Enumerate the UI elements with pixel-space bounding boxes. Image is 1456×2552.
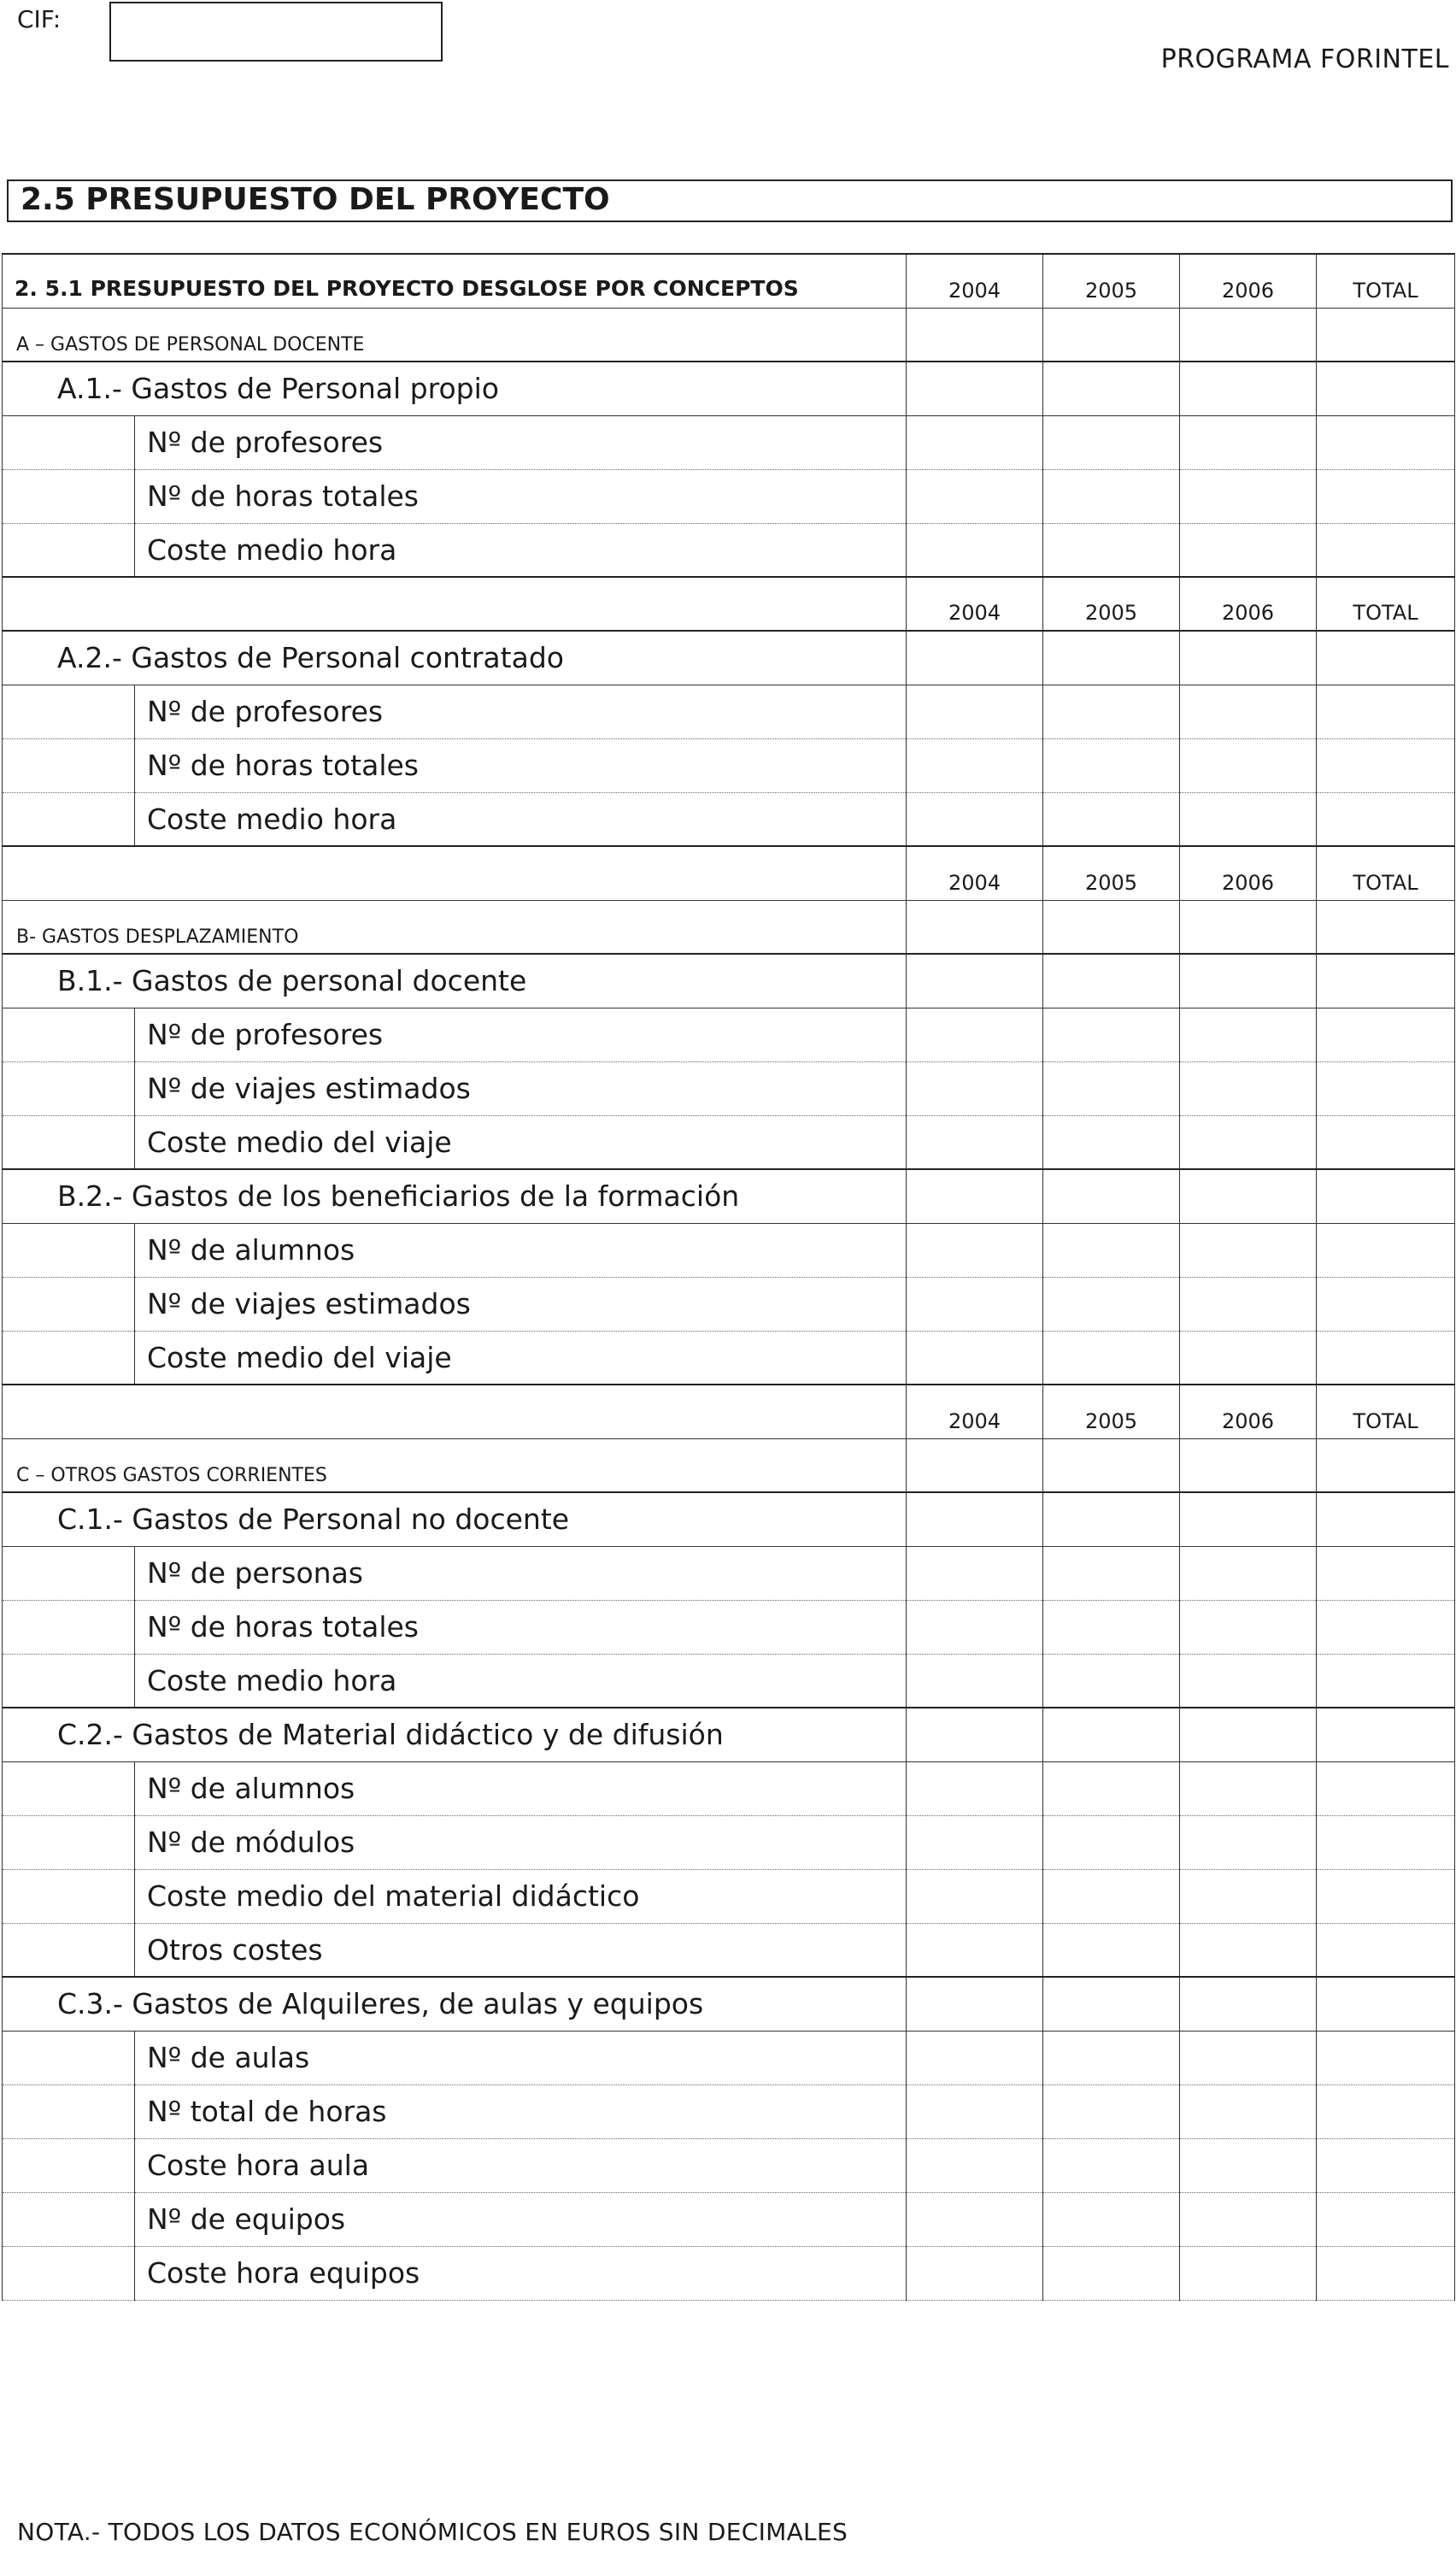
sub-label: Nº de profesores <box>135 415 907 469</box>
sub-value-2004[interactable] <box>907 2031 1043 2085</box>
sub-value-2006[interactable] <box>1180 792 1317 846</box>
sub-indent <box>3 1223 135 1277</box>
year-header-2004: 2004 <box>907 1385 1043 1438</box>
sub-value-total[interactable] <box>1317 2138 1455 2192</box>
sub-value-2004[interactable] <box>907 738 1043 792</box>
sub-value-2004[interactable] <box>907 2246 1043 2300</box>
sub-value-2006[interactable] <box>1180 1869 1317 1923</box>
sub-value-2004[interactable] <box>907 1600 1043 1654</box>
item-value-2005[interactable] <box>1043 362 1180 415</box>
sub-row <box>3 1277 1455 1331</box>
item-row <box>3 954 1455 1008</box>
year-header-2004: 2004 <box>907 254 1043 308</box>
year-header-2005: 2005 <box>1043 254 1180 308</box>
sub-value-2006[interactable] <box>1180 1115 1317 1169</box>
section-value-2004[interactable] <box>907 900 1043 954</box>
item-row <box>3 1708 1455 1761</box>
sub-value-2004[interactable] <box>907 415 1043 469</box>
sub-indent <box>3 2246 135 2300</box>
sub-value-total[interactable] <box>1317 2192 1455 2246</box>
item-value-2006[interactable] <box>1180 1708 1317 1761</box>
sub-value-total[interactable] <box>1317 1654 1455 1708</box>
sub-value-total[interactable] <box>1317 1061 1455 1115</box>
sub-row <box>3 523 1455 577</box>
sub-value-2006[interactable] <box>1180 685 1317 738</box>
sub-row <box>3 2138 1455 2192</box>
year-header-2005: 2005 <box>1043 846 1180 900</box>
sub-value-total[interactable] <box>1317 1008 1455 1061</box>
sub-indent <box>3 685 135 738</box>
sub-value-2005[interactable] <box>1043 2085 1180 2138</box>
sub-value-2004[interactable] <box>907 1223 1043 1277</box>
sub-value-2006[interactable] <box>1180 1223 1317 1277</box>
year-header-total: TOTAL <box>1317 846 1455 900</box>
year-header-total: TOTAL <box>1317 254 1455 308</box>
sub-value-2005[interactable] <box>1043 1008 1180 1061</box>
section-value-2005[interactable] <box>1043 1438 1180 1492</box>
budget-table <box>2 253 1455 2301</box>
item-value-2006[interactable] <box>1180 631 1317 685</box>
sub-value-2006[interactable] <box>1180 1331 1317 1385</box>
sub-value-total[interactable] <box>1317 1115 1455 1169</box>
sub-value-2005[interactable] <box>1043 1331 1180 1385</box>
year-header-2006: 2006 <box>1180 1385 1317 1438</box>
item-value-total[interactable] <box>1317 631 1455 685</box>
section-value-2005[interactable] <box>1043 308 1180 362</box>
section-value-2006[interactable] <box>1180 1438 1317 1492</box>
section-label: B- GASTOS DESPLAZAMIENTO <box>3 900 907 954</box>
sub-value-2004[interactable] <box>907 1277 1043 1331</box>
sub-label: Nº de aulas <box>135 2031 907 2085</box>
sub-row <box>3 1654 1455 1708</box>
sub-indent <box>3 738 135 792</box>
item-value-2006[interactable] <box>1180 1169 1317 1223</box>
sub-value-total[interactable] <box>1317 1600 1455 1654</box>
sub-row <box>3 1223 1455 1277</box>
sub-value-total[interactable] <box>1317 469 1455 523</box>
sub-value-2005[interactable] <box>1043 2138 1180 2192</box>
item-value-2005[interactable] <box>1043 1708 1180 1761</box>
item-value-2004[interactable] <box>907 1708 1043 1761</box>
sub-value-2006[interactable] <box>1180 523 1317 577</box>
sub-label: Coste medio hora <box>135 792 907 846</box>
sub-value-total[interactable] <box>1317 1277 1455 1331</box>
year-header-2006: 2006 <box>1180 254 1317 308</box>
item-value-2006[interactable] <box>1180 954 1317 1008</box>
sub-value-2004[interactable] <box>907 1546 1043 1600</box>
sub-value-2005[interactable] <box>1043 1815 1180 1869</box>
sub-value-2005[interactable] <box>1043 1546 1180 1600</box>
sub-row <box>3 1923 1455 1977</box>
sub-label: Coste medio hora <box>135 523 907 577</box>
sub-value-2006[interactable] <box>1180 2138 1317 2192</box>
section-value-2004[interactable] <box>907 308 1043 362</box>
sub-row <box>3 1546 1455 1600</box>
year-header-2005: 2005 <box>1043 1385 1180 1438</box>
item-value-2006[interactable] <box>1180 1977 1317 2031</box>
sub-value-2004[interactable] <box>907 1008 1043 1061</box>
section-label: C – OTROS GASTOS CORRIENTES <box>3 1438 907 1492</box>
item-row <box>3 1169 1455 1223</box>
sub-value-2006[interactable] <box>1180 2031 1317 2085</box>
sub-value-total[interactable] <box>1317 792 1455 846</box>
sub-value-2004[interactable] <box>907 2085 1043 2138</box>
sub-row <box>3 1761 1455 1815</box>
sub-value-2006[interactable] <box>1180 1923 1317 1977</box>
sub-value-2006[interactable] <box>1180 1654 1317 1708</box>
sub-value-2006[interactable] <box>1180 2192 1317 2246</box>
sub-value-2006[interactable] <box>1180 1546 1317 1600</box>
sub-row <box>3 1600 1455 1654</box>
sub-value-2004[interactable] <box>907 685 1043 738</box>
sub-indent <box>3 523 135 577</box>
section-row <box>3 1438 1455 1492</box>
sub-indent <box>3 1061 135 1115</box>
item-value-total[interactable] <box>1317 1977 1455 2031</box>
sub-row <box>3 2192 1455 2246</box>
footer-note: NOTA.- TODOS LOS DATOS ECONÓMICOS EN EUROS SIN DECIMALES <box>17 2518 848 2546</box>
section-value-total[interactable] <box>1317 308 1455 362</box>
sub-value-2006[interactable] <box>1180 1061 1317 1115</box>
sub-label: Nº de módulos <box>135 1815 907 1869</box>
year-header-2006: 2006 <box>1180 846 1317 900</box>
sub-label: Coste medio del viaje <box>135 1331 907 1385</box>
sub-value-2005[interactable] <box>1043 1223 1180 1277</box>
year-header-row <box>3 254 1455 308</box>
sub-value-total[interactable] <box>1317 1223 1455 1277</box>
year-header-2004: 2004 <box>907 846 1043 900</box>
table-title: 2. 5.1 PRESUPUESTO DEL PROYECTO DESGLOSE POR CONCEPTOS <box>3 254 907 308</box>
sub-row <box>3 415 1455 469</box>
sub-value-2004[interactable] <box>907 2138 1043 2192</box>
item-value-total[interactable] <box>1317 1169 1455 1223</box>
sub-value-total[interactable] <box>1317 685 1455 738</box>
sub-row <box>3 2031 1455 2085</box>
sub-row <box>3 685 1455 738</box>
sub-label: Nº de viajes estimados <box>135 1277 907 1331</box>
sub-label: Nº de equipos <box>135 2192 907 2246</box>
sub-indent <box>3 1923 135 1977</box>
sub-value-2005[interactable] <box>1043 1923 1180 1977</box>
sub-label: Nº de profesores <box>135 1008 907 1061</box>
sub-value-total[interactable] <box>1317 1869 1455 1923</box>
sub-label: Nº de alumnos <box>135 1761 907 1815</box>
item-row <box>3 362 1455 415</box>
year-header-spacer <box>3 1385 907 1438</box>
sub-indent <box>3 2192 135 2246</box>
sub-value-total[interactable] <box>1317 2031 1455 2085</box>
sub-value-2006[interactable] <box>1180 1277 1317 1331</box>
sub-value-total[interactable] <box>1317 1331 1455 1385</box>
section-title: 2.5 PRESUPUESTO DEL PROYECTO <box>7 179 1453 222</box>
item-value-2004[interactable] <box>907 631 1043 685</box>
sub-label: Nº de horas totales <box>135 469 907 523</box>
sub-value-2005[interactable] <box>1043 1761 1180 1815</box>
sub-value-total[interactable] <box>1317 2246 1455 2300</box>
sub-value-2006[interactable] <box>1180 1761 1317 1815</box>
section-row <box>3 900 1455 954</box>
sub-row <box>3 1061 1455 1115</box>
sub-row <box>3 1869 1455 1923</box>
item-row <box>3 631 1455 685</box>
sub-value-2006[interactable] <box>1180 469 1317 523</box>
sub-value-2004[interactable] <box>907 1869 1043 1923</box>
item-value-total[interactable] <box>1317 954 1455 1008</box>
sub-row <box>3 2246 1455 2300</box>
sub-value-2006[interactable] <box>1180 2085 1317 2138</box>
sub-label: Coste hora aula <box>135 2138 907 2192</box>
sub-label: Coste medio del viaje <box>135 1115 907 1169</box>
sub-value-2005[interactable] <box>1043 1115 1180 1169</box>
sub-row <box>3 1331 1455 1385</box>
item-value-2005[interactable] <box>1043 1169 1180 1223</box>
item-value-total[interactable] <box>1317 1492 1455 1546</box>
section-value-total[interactable] <box>1317 1438 1455 1492</box>
sub-value-2004[interactable] <box>907 1923 1043 1977</box>
sub-label: Nº total de horas <box>135 2085 907 2138</box>
item-label: C.3.- Gastos de Alquileres, de aulas y equipos <box>3 1977 907 2031</box>
sub-indent <box>3 2031 135 2085</box>
sub-value-2004[interactable] <box>907 1654 1043 1708</box>
sub-value-total[interactable] <box>1317 1815 1455 1869</box>
sub-value-2005[interactable] <box>1043 2031 1180 2085</box>
year-header-2004: 2004 <box>907 577 1043 631</box>
sub-row <box>3 2085 1455 2138</box>
sub-value-2004[interactable] <box>907 792 1043 846</box>
sub-label: Coste medio del material didáctico <box>135 1869 907 1923</box>
sub-label: Coste hora equipos <box>135 2246 907 2300</box>
sub-value-2004[interactable] <box>907 2192 1043 2246</box>
sub-label: Nº de viajes estimados <box>135 1061 907 1115</box>
item-label: A.1.- Gastos de Personal propio <box>3 362 907 415</box>
sub-value-2006[interactable] <box>1180 1600 1317 1654</box>
sub-value-2004[interactable] <box>907 1815 1043 1869</box>
sub-indent <box>3 1115 135 1169</box>
year-header-total: TOTAL <box>1317 1385 1455 1438</box>
sub-value-2004[interactable] <box>907 1115 1043 1169</box>
item-value-total[interactable] <box>1317 362 1455 415</box>
item-value-2005[interactable] <box>1043 1492 1180 1546</box>
sub-value-total[interactable] <box>1317 415 1455 469</box>
sub-indent <box>3 2085 135 2138</box>
section-value-2006[interactable] <box>1180 308 1317 362</box>
sub-value-2005[interactable] <box>1043 1600 1180 1654</box>
sub-value-2005[interactable] <box>1043 1277 1180 1331</box>
sub-value-2005[interactable] <box>1043 1061 1180 1115</box>
sub-indent <box>3 1546 135 1600</box>
sub-indent <box>3 469 135 523</box>
item-value-2004[interactable] <box>907 1977 1043 2031</box>
sub-value-total[interactable] <box>1317 1546 1455 1600</box>
section-value-total[interactable] <box>1317 900 1455 954</box>
cif-input[interactable] <box>109 2 443 62</box>
sub-label: Coste medio hora <box>135 1654 907 1708</box>
sub-row <box>3 469 1455 523</box>
year-header-spacer <box>3 846 907 900</box>
section-value-2004[interactable] <box>907 1438 1043 1492</box>
year-header-total: TOTAL <box>1317 577 1455 631</box>
sub-row <box>3 1008 1455 1061</box>
sub-label: Otros costes <box>135 1923 907 1977</box>
sub-indent <box>3 1008 135 1061</box>
item-value-2006[interactable] <box>1180 362 1317 415</box>
sub-label: Nº de personas <box>135 1546 907 1600</box>
section-value-2006[interactable] <box>1180 900 1317 954</box>
item-value-2006[interactable] <box>1180 1492 1317 1546</box>
sub-row <box>3 1115 1455 1169</box>
sub-value-2004[interactable] <box>907 1061 1043 1115</box>
sub-indent <box>3 415 135 469</box>
sub-value-2005[interactable] <box>1043 2192 1180 2246</box>
sub-indent <box>3 2138 135 2192</box>
sub-value-2004[interactable] <box>907 469 1043 523</box>
item-value-total[interactable] <box>1317 1708 1455 1761</box>
sub-value-2004[interactable] <box>907 523 1043 577</box>
item-label: B.2.- Gastos de los beneficiarios de la formación <box>3 1169 907 1223</box>
sub-label: Nº de horas totales <box>135 738 907 792</box>
sub-value-2005[interactable] <box>1043 415 1180 469</box>
item-label: A.2.- Gastos de Personal contratado <box>3 631 907 685</box>
item-label: C.2.- Gastos de Material didáctico y de difusión <box>3 1708 907 1761</box>
sub-value-2005[interactable] <box>1043 792 1180 846</box>
year-header-2006: 2006 <box>1180 577 1317 631</box>
cif-label: CIF: <box>17 5 62 33</box>
year-header-row <box>3 577 1455 631</box>
sub-label: Nº de profesores <box>135 685 907 738</box>
sub-value-2005[interactable] <box>1043 1654 1180 1708</box>
sub-value-2005[interactable] <box>1043 685 1180 738</box>
item-row <box>3 1977 1455 2031</box>
sub-value-total[interactable] <box>1317 1761 1455 1815</box>
sub-value-total[interactable] <box>1317 1923 1455 1977</box>
year-header-2005: 2005 <box>1043 577 1180 631</box>
section-label: A – GASTOS DE PERSONAL DOCENTE <box>3 308 907 362</box>
item-value-2005[interactable] <box>1043 954 1180 1008</box>
sub-row <box>3 792 1455 846</box>
year-header-row <box>3 846 1455 900</box>
sub-value-2004[interactable] <box>907 1761 1043 1815</box>
sub-value-2006[interactable] <box>1180 1008 1317 1061</box>
sub-indent <box>3 1600 135 1654</box>
item-value-2004[interactable] <box>907 954 1043 1008</box>
sub-indent <box>3 1277 135 1331</box>
item-value-2004[interactable] <box>907 1169 1043 1223</box>
sub-indent <box>3 792 135 846</box>
item-label: B.1.- Gastos de personal docente <box>3 954 907 1008</box>
section-value-2005[interactable] <box>1043 900 1180 954</box>
sub-value-2005[interactable] <box>1043 469 1180 523</box>
sub-indent <box>3 1815 135 1869</box>
sub-value-2005[interactable] <box>1043 2246 1180 2300</box>
sub-value-total[interactable] <box>1317 738 1455 792</box>
sub-indent <box>3 1869 135 1923</box>
year-header-row <box>3 1385 1455 1438</box>
item-value-2004[interactable] <box>907 362 1043 415</box>
section-row <box>3 308 1455 362</box>
sub-value-2006[interactable] <box>1180 415 1317 469</box>
sub-indent <box>3 1654 135 1708</box>
sub-indent <box>3 1761 135 1815</box>
sub-indent <box>3 1331 135 1385</box>
sub-row <box>3 1815 1455 1869</box>
program-name: PROGRAMA FORINTEL <box>1160 44 1449 74</box>
item-value-2005[interactable] <box>1043 1977 1180 2031</box>
sub-value-2006[interactable] <box>1180 2246 1317 2300</box>
sub-value-total[interactable] <box>1317 2085 1455 2138</box>
sub-value-2005[interactable] <box>1043 523 1180 577</box>
sub-label: Nº de horas totales <box>135 1600 907 1654</box>
sub-row <box>3 738 1455 792</box>
item-label: C.1.- Gastos de Personal no docente <box>3 1492 907 1546</box>
sub-value-2005[interactable] <box>1043 738 1180 792</box>
budget-table-body <box>3 254 1455 2300</box>
sub-value-2004[interactable] <box>907 1331 1043 1385</box>
year-header-spacer <box>3 577 907 631</box>
sub-value-2006[interactable] <box>1180 1815 1317 1869</box>
item-value-2004[interactable] <box>907 1492 1043 1546</box>
item-value-2005[interactable] <box>1043 631 1180 685</box>
sub-value-total[interactable] <box>1317 523 1455 577</box>
sub-value-2005[interactable] <box>1043 1869 1180 1923</box>
sub-label: Nº de alumnos <box>135 1223 907 1277</box>
item-row <box>3 1492 1455 1546</box>
sub-value-2006[interactable] <box>1180 738 1317 792</box>
